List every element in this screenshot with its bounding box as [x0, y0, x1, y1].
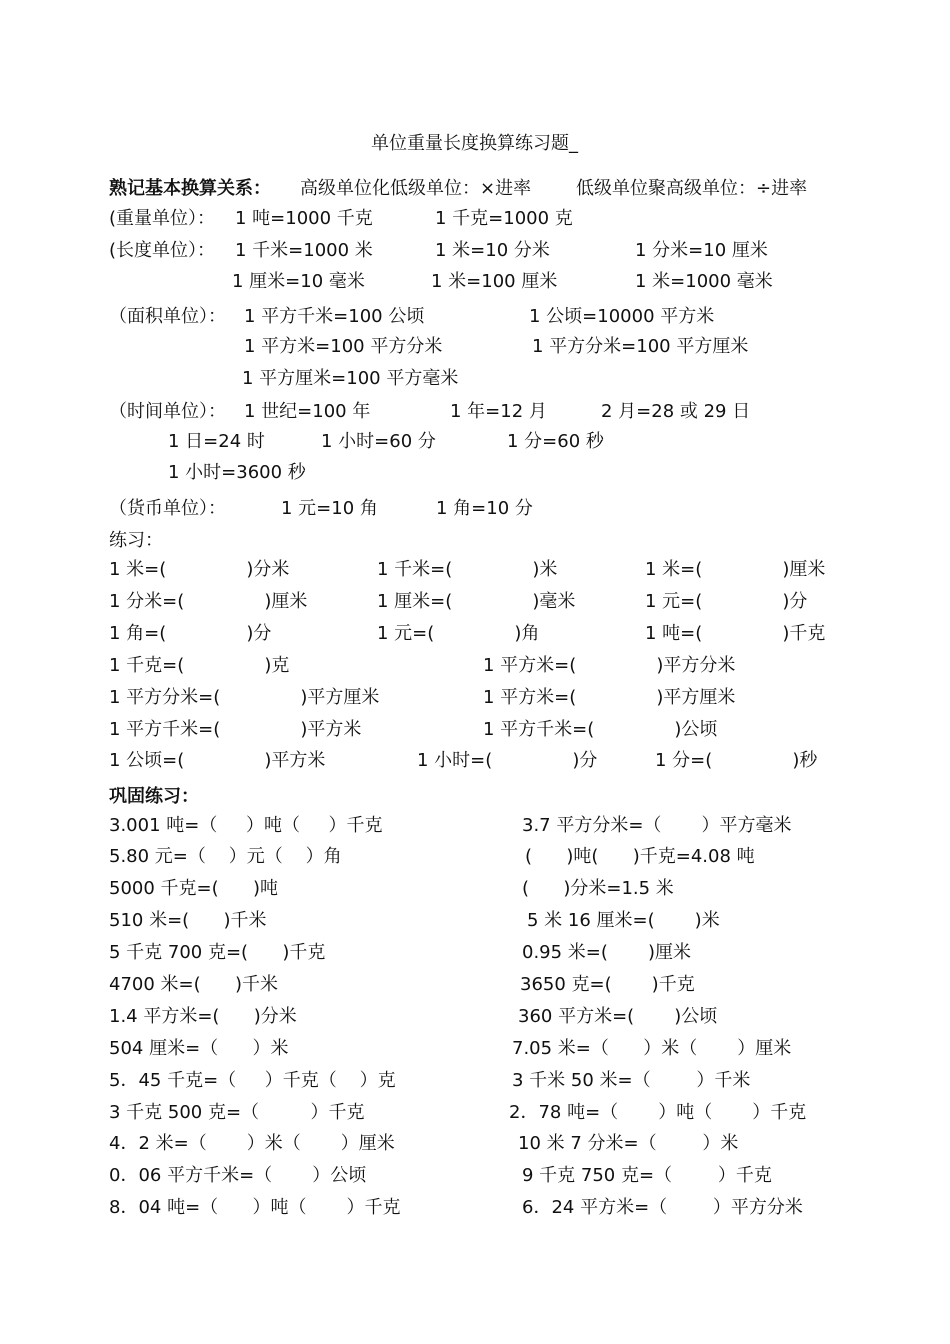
money-label: （货币单位）： [109, 498, 226, 519]
consolidation-item-right: 3650 克=( )千克 [520, 974, 695, 995]
time-item: 1 世纪=100 年 [244, 401, 371, 422]
practice-item: 1 吨=( )千克 [645, 623, 826, 644]
intro-low-to-high: 低级单位聚高级单位：÷进率 [576, 178, 808, 199]
consolidation-item-left: 0．06 平方千米=（ ）公顷 [109, 1165, 367, 1186]
area-item: 1 平方厘米=100 平方毫米 [242, 368, 459, 389]
practice-item: 1 元=( )角 [377, 623, 540, 644]
practice-item: 1 千克=( )克 [109, 655, 290, 676]
time-item: 1 日=24 时 [168, 431, 265, 452]
practice-item: 1 平方千米=( )平方米 [109, 719, 362, 740]
practice-item: 1 小时=( )分 [417, 750, 598, 771]
area-item: 1 平方分米=100 平方厘米 [532, 336, 749, 357]
practice-item: 1 平方千米=( )公顷 [483, 719, 718, 740]
consolidation-item-right: 3.7 平方分米=（ ）平方毫米 [522, 815, 792, 836]
consolidation-item-left: 3.001 吨=（ ）吨（ ）千克 [109, 815, 383, 836]
consolidation-item-left: 510 米=( )千米 [109, 910, 267, 931]
consolidation-item-right: ( )分米=1.5 米 [522, 878, 674, 899]
consolidation-item-right: 2．78 吨=（ ）吨（ ）千克 [509, 1102, 807, 1123]
time-item: 2 月=28 或 29 日 [601, 401, 751, 422]
consolidation-item-right: ( )吨( )千克=4.08 吨 [525, 846, 755, 867]
money-item: 1 角=10 分 [436, 498, 533, 519]
practice-item: 1 米=( )厘米 [645, 559, 826, 580]
consolidation-item-left: 4700 米=( )千米 [109, 974, 278, 995]
weight-item: 1 吨=1000 千克 [235, 208, 373, 229]
time-item: 1 年=12 月 [450, 401, 547, 422]
length-item: 1 米=1000 毫米 [635, 271, 773, 292]
practice-item: 1 厘米=( )毫米 [377, 591, 576, 612]
length-item: 1 米=10 分米 [435, 240, 550, 261]
consolidation-item-right: 7.05 米=（ ）米（ ）厘米 [512, 1038, 792, 1059]
practice-heading: 练习： [109, 530, 163, 551]
time-item: 1 小时=3600 秒 [168, 462, 306, 483]
length-item: 1 千米=1000 米 [235, 240, 373, 261]
consolidation-item-right: 10 米 7 分米=（ ）米 [518, 1133, 739, 1154]
length-item: 1 米=100 厘米 [431, 271, 558, 292]
area-label: （面积单位）： [109, 306, 226, 327]
consolidation-item-right: 0.95 米=( )厘米 [522, 942, 691, 963]
area-item: 1 平方米=100 平方分米 [244, 336, 443, 357]
consolidation-item-left: 5.80 元=（ ）元（ ）角 [109, 846, 342, 867]
consolidation-item-left: 5000 千克=( )吨 [109, 878, 278, 899]
time-item: 1 分=60 秒 [507, 431, 604, 452]
consolidation-item-right: 3 千米 50 米=（ ）千米 [512, 1070, 751, 1091]
money-item: 1 元=10 角 [281, 498, 378, 519]
practice-item: 1 分米=( )厘米 [109, 591, 308, 612]
practice-item: 1 元=( )分 [645, 591, 808, 612]
page-title: 单位重量长度换算练习题_ [371, 133, 578, 154]
consolidation-heading: 巩固练习： [109, 786, 199, 807]
consolidation-item-left: 5．45 千克=（ ）千克（ ）克 [109, 1070, 396, 1091]
consolidation-item-right: 360 平方米=( )公顷 [518, 1006, 718, 1027]
practice-item: 1 千米=( )米 [377, 559, 558, 580]
area-item: 1 平方千米=100 公顷 [244, 306, 425, 327]
length-item: 1 厘米=10 毫米 [232, 271, 365, 292]
time-item: 1 小时=60 分 [321, 431, 436, 452]
consolidation-item-left: 5 千克 700 克=( )千克 [109, 942, 326, 963]
length-item: 1 分米=10 厘米 [635, 240, 768, 261]
consolidation-item-left: 8．04 吨=（ ）吨（ ）千克 [109, 1197, 401, 1218]
consolidation-item-left: 1.4 平方米=( )分米 [109, 1006, 297, 1027]
intro-high-to-low: 高级单位化低级单位：×进率 [300, 178, 532, 199]
practice-item: 1 米=( )分米 [109, 559, 290, 580]
practice-item: 1 平方米=( )平方厘米 [483, 687, 736, 708]
consolidation-item-left: 4．2 米=（ ）米（ ）厘米 [109, 1133, 395, 1154]
practice-item: 1 平方分米=( )平方厘米 [109, 687, 380, 708]
weight-item: 1 千克=1000 克 [435, 208, 573, 229]
consolidation-item-right: 6．24 平方米=（ ）平方分米 [522, 1197, 803, 1218]
consolidation-item-left: 504 厘米=（ ）米 [109, 1038, 289, 1059]
consolidation-item-right: 5 米 16 厘米=( )米 [527, 910, 720, 931]
weight-label: (重量单位）： [109, 208, 216, 229]
practice-item: 1 平方米=( )平方分米 [483, 655, 736, 676]
length-label: (长度单位）： [109, 240, 216, 261]
practice-item: 1 分=( )秒 [655, 750, 818, 771]
consolidation-item-right: 9 千克 750 克=（ ）千克 [522, 1165, 772, 1186]
consolidation-item-left: 3 千克 500 克=（ ）千克 [109, 1102, 365, 1123]
intro-heading: 熟记基本换算关系： [109, 178, 271, 199]
area-item: 1 公顷=10000 平方米 [529, 306, 715, 327]
time-label: （时间单位）： [109, 401, 226, 422]
practice-item: 1 公顷=( )平方米 [109, 750, 326, 771]
practice-item: 1 角=( )分 [109, 623, 272, 644]
